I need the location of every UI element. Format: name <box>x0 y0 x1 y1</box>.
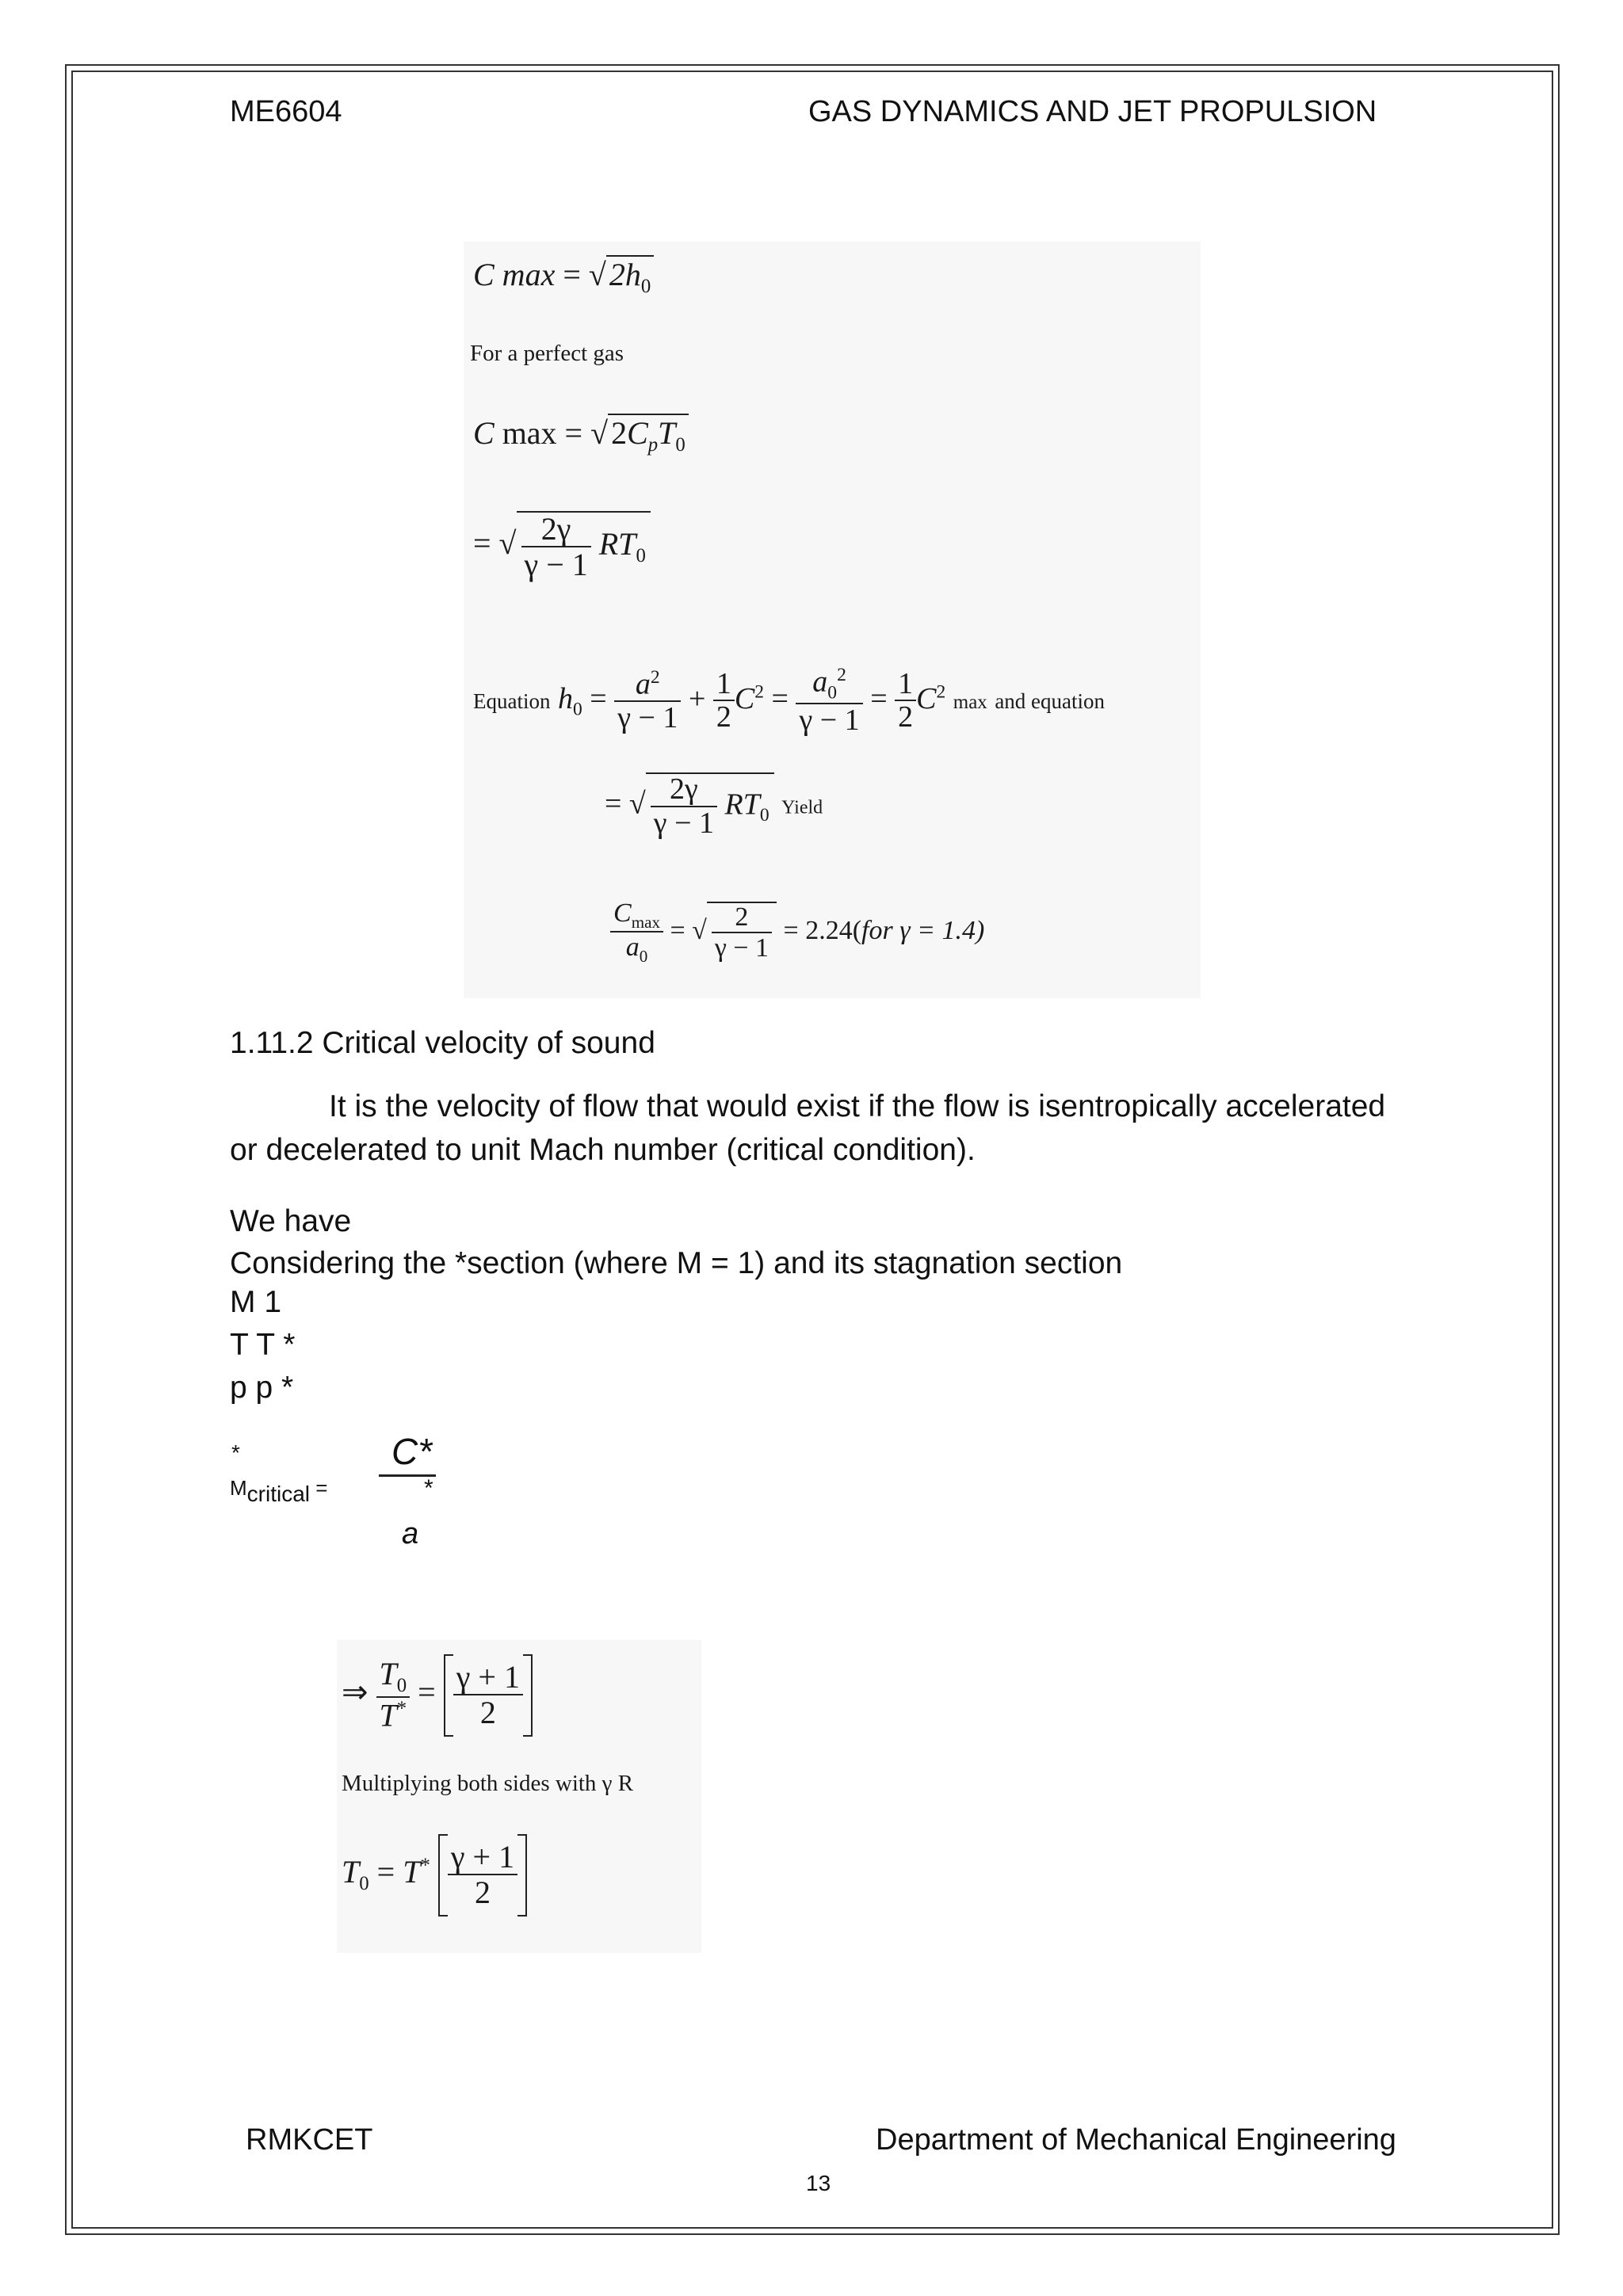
header-course-code: ME6604 <box>230 95 342 128</box>
equation-cmax-sqrt-2cpt0: C max = √ $2C_pT_0$ <box>473 414 689 456</box>
a-letter: a <box>402 1517 419 1550</box>
m-critical-m: M <box>230 1476 247 1500</box>
c-star: C* <box>391 1431 433 1472</box>
equation-image-block-1 <box>464 242 1201 998</box>
we-have-text: We have <box>230 1204 352 1238</box>
yield-word: Yield <box>781 797 823 818</box>
paragraph-line-1: It is the velocity of flow that would exist if the flow is isentropically accelerated <box>329 1089 1386 1123</box>
perfect-gas-note: For a perfect gas <box>470 341 624 366</box>
line-m-1: M 1 <box>230 1285 282 1319</box>
footer-department: Department of Mechanical Engineering <box>876 2123 1396 2157</box>
footer-institution: RMKCET <box>246 2123 373 2157</box>
and-equation-text: and equation <box>995 689 1106 714</box>
equation-t0-equals: $T_0 = T^*$ $\frac{\gamma + 1}{2}$ <box>342 1834 527 1917</box>
equation-t0-over-tstar: ⇒ $\frac{T_0}{T^*}$ = $\frac{\gamma + 1}{2}$ <box>342 1654 533 1737</box>
cmax-label: C max <box>473 257 556 292</box>
line-p-p-star: p p * <box>230 1371 294 1405</box>
m-critical-sub: critical <box>246 1482 311 1506</box>
a-star-marker: * <box>424 1475 433 1501</box>
equation-word: Equation <box>473 689 551 714</box>
m-critical-label <box>230 1475 328 1506</box>
m-critical-equals: = <box>315 1476 328 1500</box>
for-gamma: for γ = 1.4) <box>861 915 985 945</box>
page-number: 13 <box>806 2171 831 2195</box>
ratio-value: = 2.24( <box>783 915 862 945</box>
equation-image-block-2 <box>337 1640 701 1953</box>
max-subscript: max <box>953 692 987 714</box>
m-critical-star: * <box>231 1440 240 1465</box>
multiplying-note: Multiplying both sides with γ R <box>342 1771 634 1796</box>
h0-term: 2h <box>609 257 641 292</box>
equation-cmax-sqrt-2h0: C max = √ $2h_0$ <box>473 256 654 298</box>
equation-h0-energy: Equation $h_0$ = $\frac{a^2}{\gamma - 1}$ + $\frac{1}{2}$ $C^2$ = $\frac{a_0^2}{\gamma - 1}$ = $\frac{1}{2}$ $C^2$ max and equation <box>473 665 1106 737</box>
equation-yield: = √ $\frac{2\gamma}{\gamma - 1}$ $RT_0$ Yield <box>605 772 823 840</box>
equation-cmax-ratio: $\frac{C_{max}}{a_0}$ = √ $\frac{2}{\gamma - 1}$ = 2.24(for γ = 1.4) <box>610 899 984 966</box>
line-t-t-star: T T * <box>230 1328 296 1362</box>
considering-text: Considering the *section (where M = 1) and its stagnation section <box>230 1246 1123 1280</box>
equation-sqrt-gamma-rt0: = √ $\frac{2\gamma}{\gamma - 1}$ $RT_0$ <box>473 511 651 582</box>
section-heading: 1.11.2 Critical velocity of sound <box>230 1026 655 1060</box>
paragraph-line-2: or decelerated to unit Mach number (critical condition). <box>230 1133 976 1167</box>
header-course-title: GAS DYNAMICS AND JET PROPULSION <box>808 95 1377 128</box>
